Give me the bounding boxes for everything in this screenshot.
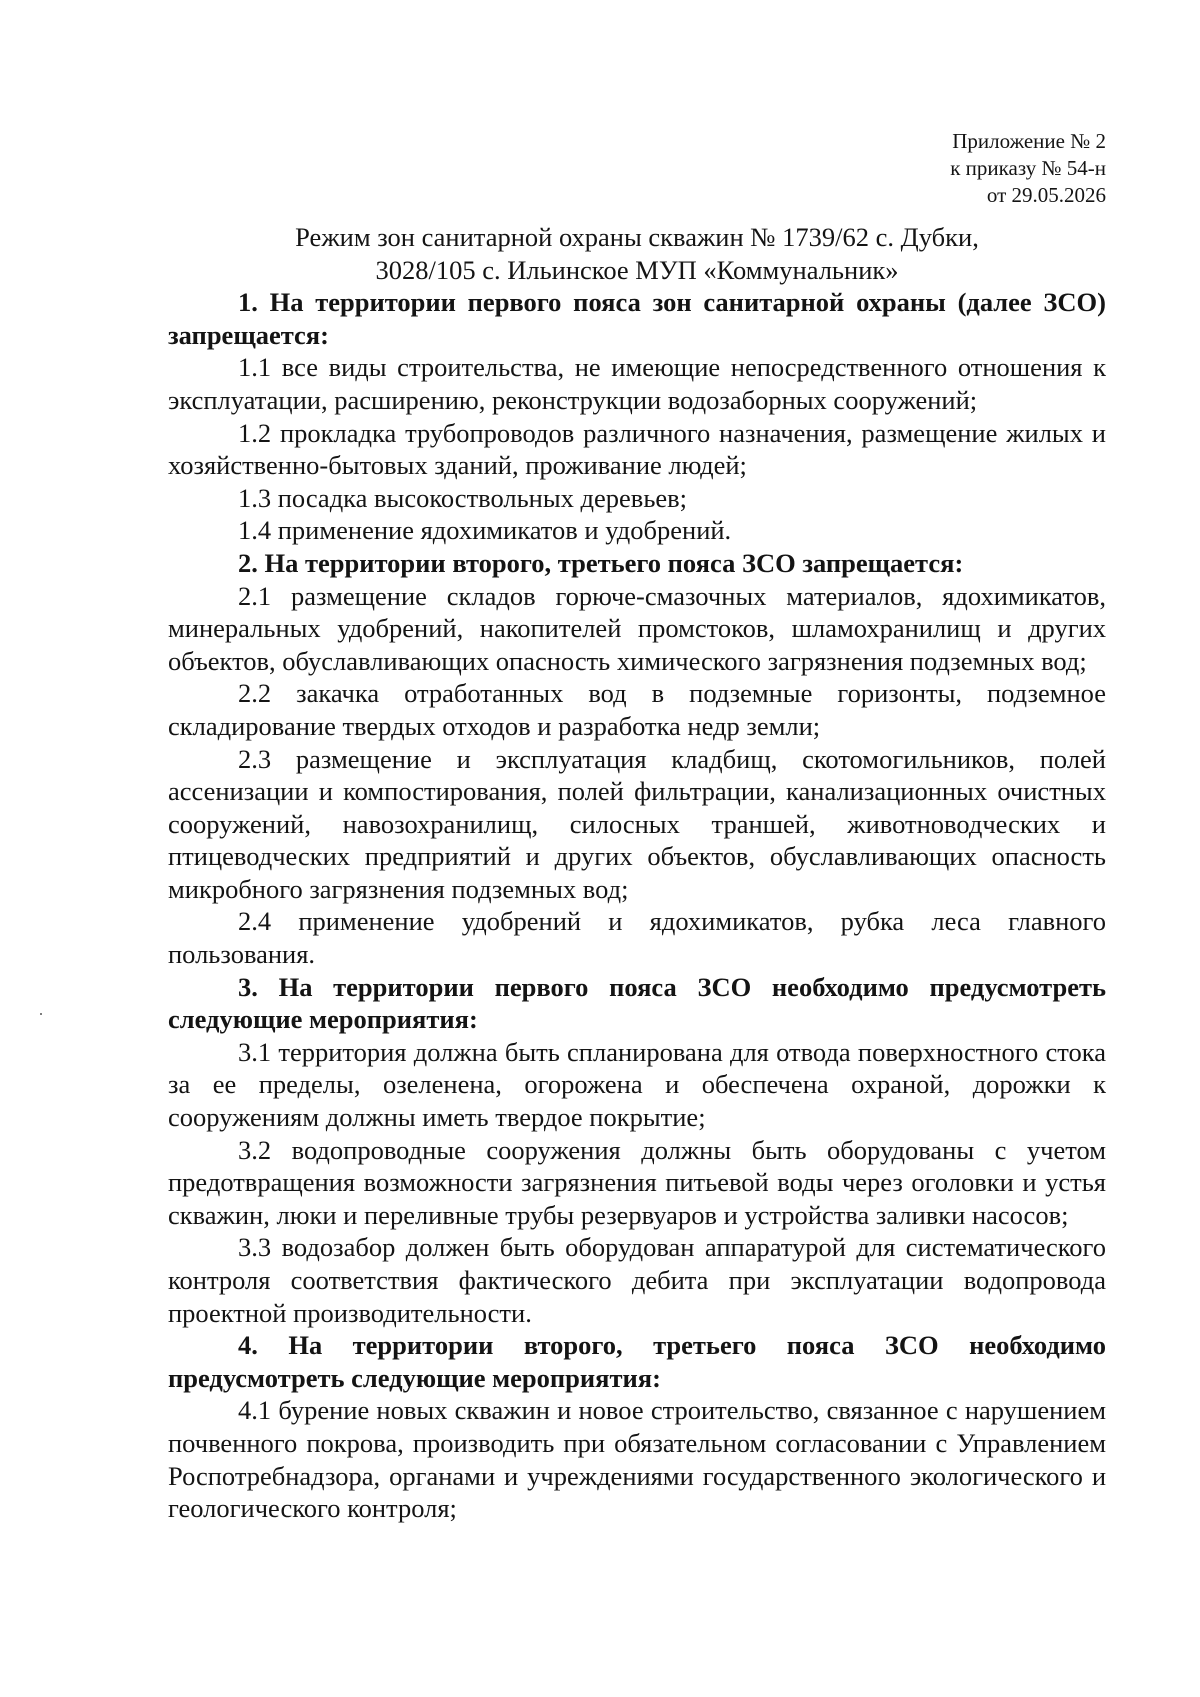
paragraph-3-1: 3.1 территория должна быть спланирована для отвода поверхностного стока за ее пределы, озеленена, огорожена и обеспечена охраной, дорожки к сооружениям должны иметь твердое покрытие; xyxy=(168,1036,1106,1133)
section-heading-1: 1. На территории первого пояса зон санитарной охраны (далее ЗСО) запрещается: xyxy=(168,287,1106,350)
paragraph-1-2: 1.2 прокладка трубопроводов различного назначения, размещение жилых и хозяйственно-бытовых зданий, проживание людей; xyxy=(168,417,1106,481)
paragraph-2-4: 2.4 применение удобрений и ядохимикатов, рубка леса главного пользования. xyxy=(168,906,1106,970)
paragraph-2-3: 2.3 размещение и эксплуатация кладбищ, скотомогильников, полей ассенизации и компостирования, полей фильтрации, канализационных очистных сооружений, навозохранилищ, силосных траншей, животноводческих и птицеводческих предприятий и других объектов, обуславливающих опасность микробного загрязнения подземных вод; xyxy=(168,743,1106,904)
title-line-1: Режим зон санитарной охраны скважин № 1739/62 с. Дубки, xyxy=(295,222,979,252)
order-number: к приказу № 54-н xyxy=(950,156,1106,180)
paragraph-3-2: 3.2 водопроводные сооружения должны быть оборудованы с учетом предотвращения возможности загрязнения питьевой воды через оголовки и устья скважин, люки и переливные трубы резервуаров и устройства заливки насосов; xyxy=(168,1134,1106,1230)
paragraph-1-3: 1.3 посадка высокоствольных деревьев; xyxy=(238,482,688,513)
document-body xyxy=(168,221,1106,1525)
paragraph-1-1: 1.1 все виды строительства, не имеющие непосредственного отношения к эксплуатации, расширению, реконструкции водозаборных сооружений; xyxy=(168,352,1106,415)
document-title xyxy=(168,221,1106,286)
order-date: от 29.05.2026 xyxy=(986,183,1106,207)
appendix-reference xyxy=(950,128,1106,209)
appendix-number: Приложение № 2 xyxy=(952,129,1106,153)
paragraph-2-2: 2.2 закачка отработанных вод в подземные горизонты, подземное складирование твердых отходов и разработка недр земли; xyxy=(168,678,1106,741)
section-heading-3: 3. На территории первого пояса ЗСО необходимо предусмотреть следующие мероприятия: xyxy=(168,971,1106,1035)
section-heading-4: 4. На территории второго, третьего пояса ЗСО необходимо предусмотреть следующие мероприятия: xyxy=(168,1330,1106,1393)
paragraph-1-4: 1.4 применение ядохимикатов и удобрений. xyxy=(238,515,732,546)
paragraph-4-1: 4.1 бурение новых скважин и новое строительство, связанное с нарушением почвенного покрова, производить при обязательном согласовании с Управлением Роспотребнадзора, органами и учреждениями государственного экологического и геологического контроля; xyxy=(168,1395,1106,1524)
title-line-2: 3028/105 с. Ильинское МУП «Коммунальник» xyxy=(375,254,899,285)
scan-speck xyxy=(40,1013,42,1015)
paragraph-2-1: 2.1 размещение складов горюче-смазочных материалов, ядохимикатов, минеральных удобрений, накопителей промстоков, шламохранилищ и других объектов, обуславливающих опасность химического загрязнения подземных вод; xyxy=(168,580,1106,676)
section-heading-2: 2. На территории второго, третьего пояса ЗСО запрещается: xyxy=(238,547,964,578)
paragraph-3-3: 3.3 водозабор должен быть оборудован аппаратурой для систематического контроля соответствия фактического дебита при эксплуатации водопровода проектной производительности. xyxy=(168,1232,1106,1328)
